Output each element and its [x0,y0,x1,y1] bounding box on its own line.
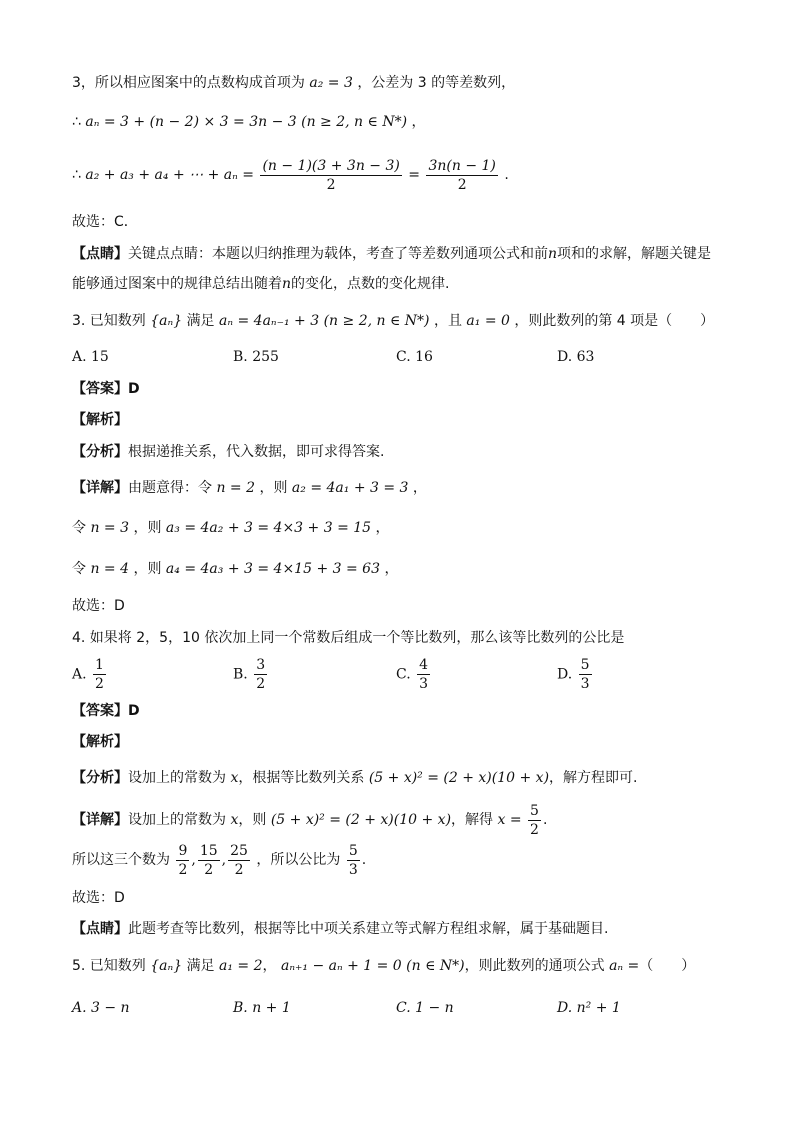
text-line-2 [72,112,426,132]
q5-recurrence: aₙ₊₁ − aₙ + 1 = 0 (n ∈ N*) [280,958,465,974]
option-fraction [579,656,592,693]
question-3-stem [72,311,714,331]
xj-text: ，则 [133,561,162,577]
fenxi-text: 设加上的常数为 [128,770,226,786]
option-label: A. [72,666,87,683]
text-line-3 [72,155,509,195]
dianjing-text: 此题考查等比数列，根据等比中项关系建立等式解方程组求解，属于基础题目. [128,921,609,937]
q5-an: aₙ = [609,958,640,974]
q3-cond: 满足 [186,313,215,329]
option-fraction [254,656,267,693]
p5-text1: 关键点点睛：本题以归纳推理为载体，考查了等差数列通项公式和前 [128,246,548,262]
p1-prefix: 3，所以相应图案中的点数构成首项为 [72,75,305,91]
xj-formula: a₃ = 4a₂ + 3 = 4×3 + 3 = 15 [165,520,372,536]
q4-option-c [396,656,432,693]
xj-text: 设加上的常数为 [128,812,226,828]
q3-seq: {aₙ} [150,313,183,329]
xj-text: 所以这三个数为 [72,852,170,868]
therefore-symbol: ∴ [72,167,81,183]
fraction-numerator: 25 [230,842,248,859]
xj-text: ， [375,520,390,536]
fraction-denominator: 2 [234,861,244,878]
q4-fenxi [72,768,638,788]
xj-math: x = [497,812,522,828]
dianjing-tag: 【点睛】 [72,921,128,937]
q3-option-c: C. 16 [396,349,433,365]
fraction-numerator: 5 [530,802,539,819]
fraction-numerator: 5 [580,657,590,673]
xj-text: 令 [72,520,86,536]
q3-answer: 【答案】D [72,381,140,397]
q5-cond: 满足 [186,958,215,974]
fraction [198,842,220,879]
xj-formula: a₂ = 4a₁ + 3 = 3 [291,480,409,496]
fraction-denominator: 2 [457,176,467,193]
xj-text: . [542,812,548,828]
fraction-denominator: 2 [326,176,336,193]
q3-option-a: A. 15 [72,349,109,365]
fraction-denominator: 3 [348,861,358,878]
q5-tail: ，则此数列的通项公式 [464,958,605,974]
q3-formula: aₙ = 4aₙ₋₁ + 3 (n ≥ 2, n ∈ N*) [219,313,430,329]
p5-text2: 项和的求解，解题关键是 [557,246,712,262]
q4-dianjing [72,919,608,939]
xj-math: n = 4 [90,561,130,577]
text-line-5 [72,244,711,264]
fraction [528,802,541,839]
var-n: n [282,276,292,292]
q4-option-b [233,656,269,693]
fraction-2 [426,157,497,194]
q5-a1: a₁ = 2 [219,958,263,974]
option-fraction [93,656,106,693]
question-5-stem [72,956,695,976]
option-label: B. [233,666,248,683]
xj-text: ，所以公比为 [256,852,341,868]
xj-text: ， [384,561,399,577]
fraction-numerator: 5 [348,842,358,859]
fraction-numerator: 1 [95,657,104,673]
var-n: n [548,246,558,262]
q5-paren: （ ） [639,958,696,974]
fraction-denominator: 2 [95,676,104,692]
fraction-denominator: 2 [178,861,188,878]
fraction [347,842,360,879]
q3-fenxi [72,442,384,462]
p1-suffix: ，公差为 3 的等差数列， [357,75,516,91]
xj-formula: (5 + x)² = (2 + x)(10 + x) [270,812,452,828]
q3-jiexi: 【解析】 [72,412,128,428]
xiangjie-tag: 【详解】 [72,812,128,828]
text-line-1 [72,73,515,93]
q3-tail: ，则此数列的第 4 项是（ ） [514,313,715,329]
q3-a1: a₁ = 0 [466,313,510,329]
q3-xiangjie-2 [72,518,390,538]
fenxi-text: 根据递推关系，代入数据，即可求得答案. [128,444,385,460]
xj-math: n = 3 [90,520,130,536]
q3-mid: ，且 [433,313,462,329]
q3-xiangjie-1 [72,478,427,498]
q4-jiexi: 【解析】 [72,734,128,750]
xj-text: ，则 [238,812,267,828]
q5-option-b: B. n + 1 [233,1000,291,1016]
fraction-1 [260,157,401,194]
xj-math: n = 2 [216,480,256,496]
q3-xiangjie-3 [72,559,398,579]
q4-choose: 故选：D [72,890,125,906]
q5-option-c: C. 1 − n [396,1000,454,1016]
p1-formula: a₂ = 3 [309,75,353,91]
xiangjie-tag: 【详解】 [72,480,128,496]
q5-sep: ， [262,958,277,974]
q4-xiangjie-2 [72,840,366,880]
fraction-denominator: 2 [204,861,214,878]
var-x: x [230,812,239,828]
xj-text: ， [412,480,427,496]
q4-answer: 【答案】D [72,703,140,719]
q5-option-a: A. 3 − n [72,1000,130,1016]
q4-option-d [557,656,594,693]
fraction [228,842,250,879]
fraction-denominator: 3 [580,676,590,692]
xj-text: 令 [72,561,86,577]
xj-text: . [361,852,367,868]
comma: , [221,852,227,868]
p3-lhs: a₂ + a₃ + a₄ + ⋯ + aₙ = [85,167,254,183]
option-label: C. [396,666,411,683]
xj-text: 由题意得：令 [128,480,212,496]
dianjing-tag: 【点睛】 [72,246,128,262]
q4-xiangjie-1 [72,800,547,840]
xj-text: ，解得 [451,812,494,828]
fraction-numerator: 9 [178,842,188,859]
fraction-numerator: (n − 1)(3 + 3n − 3) [262,157,400,174]
question-4-stem: 4. 如果将 2，5，10 依次加上同一个常数后组成一个等比数列，那么该等比数列的公比是 [72,630,625,646]
q3-option-d: D. 63 [557,349,595,365]
therefore-symbol: ∴ [72,114,81,130]
fraction-numerator: 15 [199,842,218,859]
fenxi-text: ，根据等比数列关系 [238,770,365,786]
q3-num: 3. 已知数列 [72,313,146,329]
p2-formula: aₙ = 3 + (n − 2) × 3 = 3n − 3 (n ≥ 2, n ∈ N*) [85,114,408,130]
fraction-numerator: 3n(n − 1) [428,157,496,174]
fraction-numerator: 3 [256,657,266,673]
fenxi-tag: 【分析】 [72,444,128,460]
fraction-denominator: 2 [256,676,266,692]
fraction-denominator: 2 [530,821,539,838]
text-line-6 [72,274,449,294]
p3-end: . [504,167,509,183]
p6-text2: 的变化，点数的变化规律. [291,276,450,292]
fraction-numerator: 4 [419,657,429,673]
option-label: D. [557,666,573,683]
q5-num: 5. 已知数列 [72,958,146,974]
p2-end: ， [411,114,426,130]
var-x: x [230,770,239,786]
text-line-4: 故选：C． [72,214,138,230]
fenxi-formula: (5 + x)² = (2 + x)(10 + x) [368,770,550,786]
fenxi-tag: 【分析】 [72,770,128,786]
q5-seq: {aₙ} [150,958,183,974]
fraction-denominator: 3 [419,676,429,692]
q3-choose: 故选：D [72,598,125,614]
fraction [176,842,189,879]
equals-sign: = [408,167,421,183]
fenxi-text: ，解方程即可. [549,770,638,786]
p6-text1: 能够通过图案中的规律总结出随着 [72,276,282,292]
q5-option-d: D. n² + 1 [557,1000,621,1016]
option-fraction [417,656,430,693]
q3-option-b: B. 255 [233,349,279,365]
xj-text: ，则 [133,520,162,536]
xj-formula: a₄ = 4a₃ + 3 = 4×15 + 3 = 63 [165,561,380,577]
q4-option-a [72,656,108,693]
comma: , [191,852,196,868]
xj-text: ，则 [259,480,288,496]
